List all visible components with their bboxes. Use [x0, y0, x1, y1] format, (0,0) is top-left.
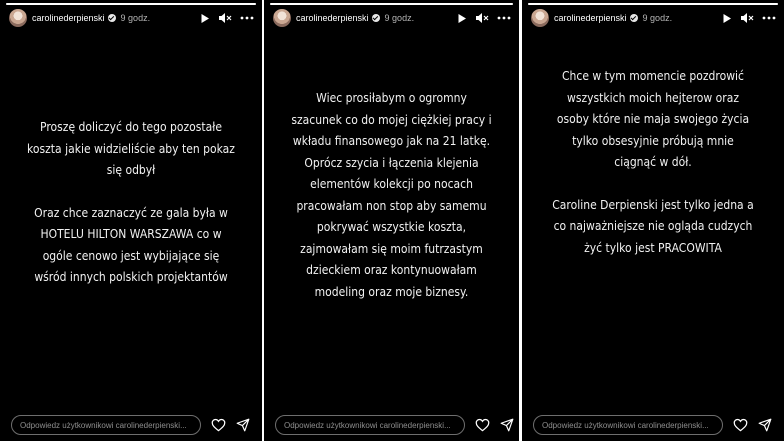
send-icon[interactable] [500, 418, 514, 432]
post-time: 9 godz. [120, 13, 151, 23]
username[interactable]: carolinederpienski [554, 13, 627, 23]
story-footer [522, 409, 784, 441]
more-options-icon[interactable] [240, 16, 254, 20]
verified-badge-icon [108, 14, 116, 22]
speaker-muted-icon[interactable] [218, 12, 232, 24]
text-line: dzieckiem oraz kontynuowałam [306, 263, 477, 277]
verified-badge-icon [372, 14, 380, 22]
text-line: ogóle cenowo jest wybijające się [42, 248, 220, 263]
text-line: Proszę doliczyć do tego pozostałe [40, 120, 222, 134]
text-line: się odbył [106, 163, 156, 177]
username[interactable]: carolinederpienski [32, 13, 105, 23]
text-line: wkładu finansowego jak na 21 latkę. [292, 134, 491, 148]
story-panel-3[interactable] [522, 0, 784, 441]
text-line: Chce w tym momencie pozdrowić [562, 69, 744, 83]
story-header [9, 8, 254, 28]
story-progress-fill [270, 3, 513, 5]
username[interactable]: carolinederpienski [296, 13, 369, 23]
text-line: pokrywać wszystkie koszta, [316, 220, 467, 234]
speaker-muted-icon[interactable] [740, 12, 754, 24]
text-line: Oprócz szycia i łączenia klejenia [304, 155, 479, 170]
post-time: 9 godz. [384, 13, 415, 23]
reply-input[interactable] [11, 415, 201, 435]
verified-badge-icon [630, 14, 638, 22]
text-line: ciągnąć w dół. [614, 155, 692, 169]
send-icon[interactable] [758, 418, 772, 432]
text-line: wszystkich moich hejterow oraz [567, 90, 739, 105]
text-line: zajmowałam się moim futrzastym [300, 241, 483, 256]
text-line: wśród innych polskich projektantów [34, 270, 228, 284]
story-progress-bar [6, 3, 256, 5]
story-text [13, 117, 249, 289]
text-line: Oraz chce zaznaczyć ze gala była w [34, 205, 228, 220]
play-icon[interactable] [457, 13, 467, 24]
story-text [535, 66, 771, 259]
story-progress-fill [528, 3, 778, 5]
story-panel-1[interactable] [0, 0, 262, 441]
story-footer [0, 409, 262, 441]
post-time: 9 godz. [642, 13, 673, 23]
story-footer [264, 409, 519, 441]
text-line: Wiec prosiłabym o ogromny [316, 91, 467, 105]
text-line: tylko obsesyjnie próbują mnie [572, 133, 734, 148]
play-icon[interactable] [722, 13, 732, 24]
story-progress-bar [270, 3, 513, 5]
text-line: HOTELU HILTON WARSZAWA co w [40, 227, 222, 241]
speaker-muted-icon[interactable] [475, 12, 489, 24]
heart-icon[interactable] [475, 418, 490, 432]
text-line: szacunek co do mojej ciężkiej pracy i [291, 112, 492, 127]
text-line: Caroline Derpienski jest tylko jedna a [552, 197, 754, 212]
avatar[interactable] [9, 9, 27, 27]
story-header [273, 8, 511, 28]
story-progress-fill [6, 3, 256, 5]
reply-input[interactable] [275, 415, 465, 435]
text-line: żyć tylko jest PRACOWITA [584, 240, 722, 255]
story-progress-bar [528, 3, 778, 5]
text-line: co najważniejsze nie ogląda cudzych [553, 219, 753, 233]
heart-icon[interactable] [211, 418, 226, 432]
play-icon[interactable] [200, 13, 210, 24]
story-text [277, 88, 507, 303]
text-line: modeling oraz moje biznesy. [314, 284, 469, 299]
text-line: elementów kolekcji po nocach [310, 177, 473, 191]
more-options-icon[interactable] [497, 16, 511, 20]
heart-icon[interactable] [733, 418, 748, 432]
more-options-icon[interactable] [762, 16, 776, 20]
text-line: osoby które nie maja swojego życia [556, 112, 750, 126]
story-panel-2[interactable] [264, 0, 519, 441]
text-line: koszta jakie widzieliście aby ten pokaz [27, 141, 235, 156]
story-header [531, 8, 776, 28]
avatar[interactable] [531, 9, 549, 27]
avatar[interactable] [273, 9, 291, 27]
reply-input[interactable] [533, 415, 723, 435]
send-icon[interactable] [236, 418, 250, 432]
text-line: pracowałam non stop aby samemu [296, 198, 487, 213]
